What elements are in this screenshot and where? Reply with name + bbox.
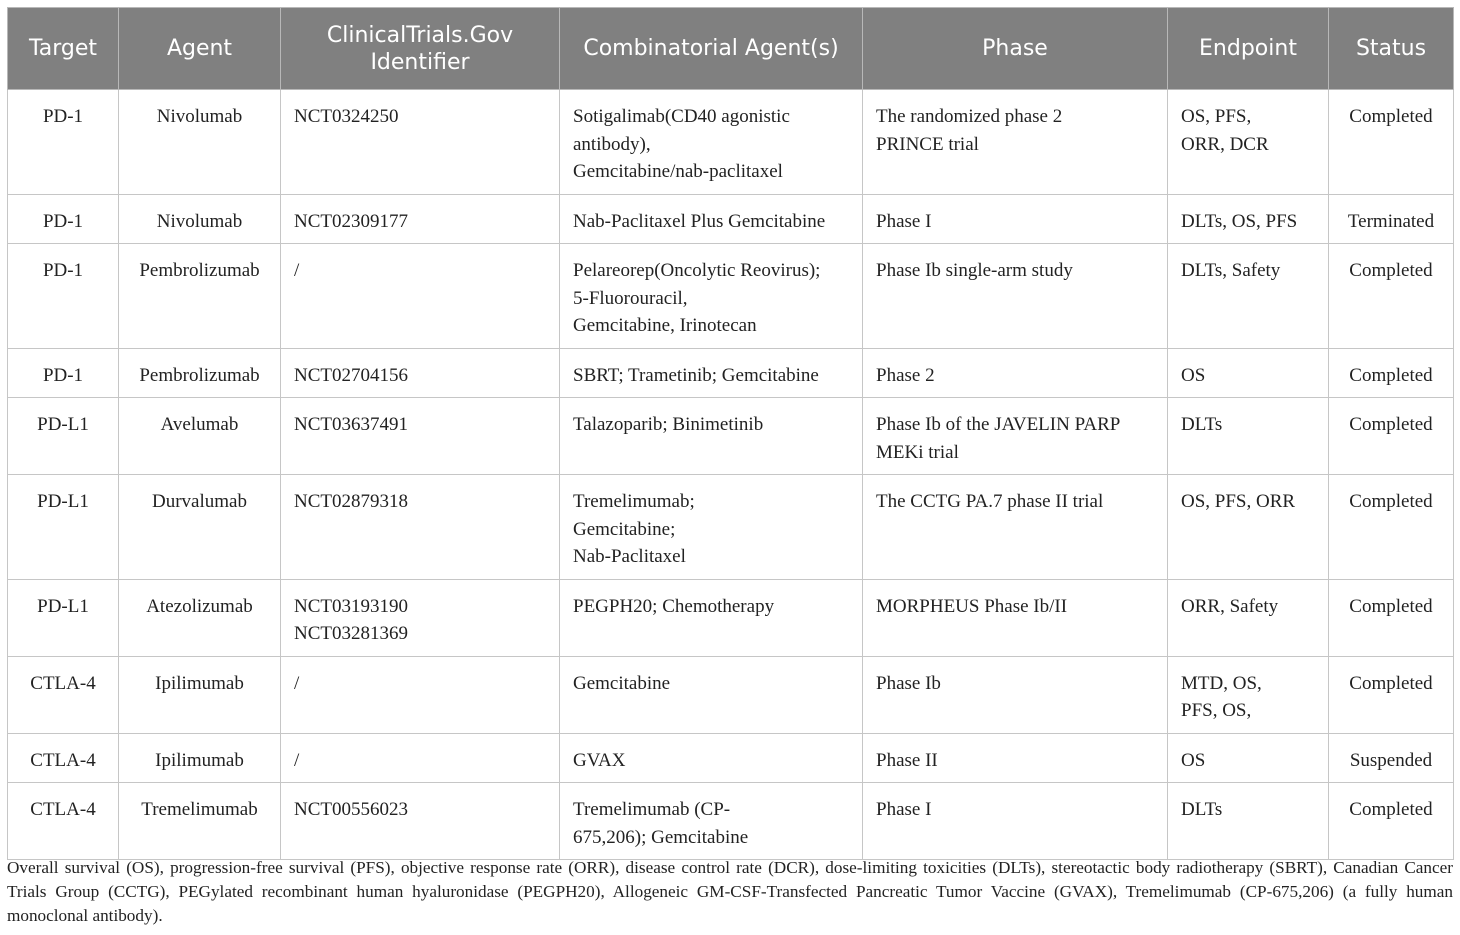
cell-combinatorial-agents-line: Pelareorep(Oncolytic Reovirus); — [573, 260, 821, 281]
cell-phase — [863, 90, 1168, 195]
cell-identifier — [281, 475, 560, 580]
cell-phase — [863, 579, 1168, 656]
cell-combinatorial-agents — [560, 579, 863, 656]
cell-combinatorial-agents-line: Talazoparib; Binimetinib — [573, 414, 764, 435]
cell-identifier-line: NCT00556023 — [294, 799, 408, 820]
cell-phase-line: Phase Ib single-arm study — [876, 260, 1073, 281]
cell-identifier-line: NCT03281369 — [294, 623, 408, 644]
cell-endpoint-line: DLTs, Safety — [1181, 260, 1281, 281]
cell-phase — [863, 398, 1168, 475]
header-combinatorial-agents: Combinatorial Agent(s) — [560, 8, 863, 90]
cell-phase — [863, 194, 1168, 244]
cell-phase-line: Phase 2 — [876, 364, 935, 386]
cell-target: PD-1 — [8, 244, 119, 349]
cell-identifier-line: NCT02879318 — [294, 491, 408, 512]
table-body — [8, 90, 1454, 860]
cell-phase-line: MORPHEUS Phase Ib/II — [876, 595, 1068, 617]
cell-target: PD-1 — [8, 348, 119, 398]
cell-combinatorial-agents — [560, 733, 863, 783]
header-status: Status — [1329, 8, 1454, 90]
cell-endpoint — [1168, 194, 1329, 244]
cell-target: PD-L1 — [8, 475, 119, 580]
cell-identifier — [281, 90, 560, 195]
cell-combinatorial-agents-line: antibody), — [573, 133, 651, 155]
cell-combinatorial-agents — [560, 348, 863, 398]
table-row — [8, 579, 1454, 656]
cell-combinatorial-agents-line: 5-Fluorouracil, — [573, 287, 688, 309]
cell-identifier — [281, 244, 560, 349]
cell-identifier-line: NCT03193190 — [294, 595, 408, 617]
cell-phase-line: Phase I — [876, 210, 932, 232]
table-row — [8, 783, 1454, 860]
cell-target: PD-1 — [8, 194, 119, 244]
cell-target: CTLA-4 — [8, 733, 119, 783]
cell-identifier-line: / — [294, 672, 300, 694]
cell-target: PD-L1 — [8, 579, 119, 656]
cell-agent: Pembrolizumab — [119, 348, 281, 398]
cell-combinatorial-agents — [560, 656, 863, 733]
cell-status: Completed — [1329, 783, 1454, 860]
cell-phase-line: MEKi trial — [876, 441, 959, 463]
cell-endpoint — [1168, 783, 1329, 860]
cell-endpoint-line: OS — [1181, 749, 1206, 771]
cell-combinatorial-agents-line: Gemcitabine — [573, 672, 671, 694]
cell-endpoint — [1168, 733, 1329, 783]
cell-combinatorial-agents — [560, 244, 863, 349]
table-row — [8, 348, 1454, 398]
cell-identifier-line: NCT02309177 — [294, 210, 408, 232]
cell-agent: Atezolizumab — [119, 579, 281, 656]
cell-identifier — [281, 579, 560, 656]
cell-agent: Ipilimumab — [119, 733, 281, 783]
cell-combinatorial-agents-line: PEGPH20; Chemotherapy — [573, 595, 775, 617]
cell-endpoint-line: DLTs — [1181, 414, 1223, 435]
cell-endpoint-line: OS, PFS, ORR — [1181, 491, 1296, 512]
cell-phase-line: PRINCE trial — [876, 133, 979, 155]
cell-identifier-line: / — [294, 260, 300, 281]
cell-agent: Nivolumab — [119, 194, 281, 244]
cell-phase-line: Phase Ib — [876, 672, 941, 694]
cell-endpoint — [1168, 348, 1329, 398]
cell-endpoint-line: DLTs, OS, PFS — [1181, 210, 1298, 232]
cell-identifier-line: NCT0324250 — [294, 106, 399, 127]
cell-agent: Tremelimumab — [119, 783, 281, 860]
cell-agent: Pembrolizumab — [119, 244, 281, 349]
cell-combinatorial-agents — [560, 90, 863, 195]
cell-endpoint-line: MTD, OS, — [1181, 672, 1262, 694]
cell-combinatorial-agents — [560, 783, 863, 860]
cell-status: Completed — [1329, 348, 1454, 398]
cell-combinatorial-agents-line: Nab-Paclitaxel — [573, 546, 686, 567]
cell-identifier-line: / — [294, 749, 300, 771]
cell-combinatorial-agents — [560, 194, 863, 244]
cell-agent: Nivolumab — [119, 90, 281, 195]
cell-status: Completed — [1329, 579, 1454, 656]
cell-status: Completed — [1329, 656, 1454, 733]
table-row — [8, 475, 1454, 580]
cell-combinatorial-agents-line: Sotigalimab(CD40 agonistic — [573, 106, 790, 127]
cell-status: Completed — [1329, 475, 1454, 580]
cell-phase-line: Phase I — [876, 799, 932, 820]
cell-combinatorial-agents-line: Gemcitabine; — [573, 518, 676, 540]
cell-status: Completed — [1329, 398, 1454, 475]
cell-phase-line: The CCTG PA.7 phase II trial — [876, 491, 1104, 512]
cell-target: CTLA-4 — [8, 783, 119, 860]
cell-agent: Durvalumab — [119, 475, 281, 580]
cell-identifier-line: NCT03637491 — [294, 414, 408, 435]
cell-combinatorial-agents-line: Tremelimumab (CP- — [573, 799, 731, 820]
cell-target: CTLA-4 — [8, 656, 119, 733]
trials-table — [7, 7, 1454, 860]
table-row — [8, 398, 1454, 475]
cell-identifier — [281, 733, 560, 783]
cell-target: PD-L1 — [8, 398, 119, 475]
cell-phase — [863, 475, 1168, 580]
cell-agent: Avelumab — [119, 398, 281, 475]
cell-phase-line: Phase II — [876, 749, 938, 771]
cell-endpoint-line: ORR, Safety — [1181, 595, 1279, 617]
cell-status: Completed — [1329, 244, 1454, 349]
table-row — [8, 244, 1454, 349]
cell-phase — [863, 656, 1168, 733]
cell-identifier — [281, 783, 560, 860]
cell-phase — [863, 733, 1168, 783]
cell-target: PD-1 — [8, 90, 119, 195]
cell-identifier-line: NCT02704156 — [294, 364, 408, 386]
cell-identifier — [281, 194, 560, 244]
cell-endpoint-line: ORR, DCR — [1181, 133, 1269, 155]
cell-phase — [863, 348, 1168, 398]
cell-combinatorial-agents-line: Gemcitabine, Irinotecan — [573, 315, 757, 336]
cell-status: Suspended — [1329, 733, 1454, 783]
cell-status: Completed — [1329, 90, 1454, 195]
cell-combinatorial-agents — [560, 475, 863, 580]
cell-combinatorial-agents-line: Tremelimumab; — [573, 491, 695, 512]
cell-status: Terminated — [1329, 194, 1454, 244]
header-target: Target — [8, 8, 119, 90]
cell-identifier — [281, 398, 560, 475]
cell-combinatorial-agents-line: 675,206); Gemcitabine — [573, 826, 749, 848]
cell-phase-line: The randomized phase 2 — [876, 106, 1063, 127]
cell-agent: Ipilimumab — [119, 656, 281, 733]
cell-endpoint — [1168, 244, 1329, 349]
cell-endpoint — [1168, 475, 1329, 580]
cell-phase — [863, 244, 1168, 349]
cell-endpoint-line: PFS, OS, — [1181, 700, 1252, 721]
cell-endpoint — [1168, 656, 1329, 733]
cell-identifier — [281, 348, 560, 398]
trials-table-container — [7, 7, 1453, 860]
cell-endpoint-line: DLTs — [1181, 799, 1223, 820]
header-agent: Agent — [119, 8, 281, 90]
cell-combinatorial-agents-line: Gemcitabine/nab-paclitaxel — [573, 161, 783, 182]
table-footnote: Overall survival (OS), progression-free survival (PFS), objective response rate (ORR), disease control rate (DCR), dose-limiting toxicities (DLTs), stereotactic body radiotherapy (SBRT), Canadian Cancer Trials Group (CCTG), PEGylated recombinant human hyaluronidase (PEGPH20), Allogeneic GM-CSF-Transfected Pancreatic Tumor Vaccine (GVAX), Tremelimumab (CP-675,206) (a fully human monoclonal antibody). — [7, 858, 1453, 925]
header-identifier: ClinicalTrials.Gov Identifier — [281, 8, 560, 90]
cell-combinatorial-agents-line: GVAX — [573, 749, 626, 771]
cell-endpoint — [1168, 398, 1329, 475]
cell-endpoint — [1168, 90, 1329, 195]
header-row — [8, 8, 1454, 90]
table-row — [8, 194, 1454, 244]
cell-phase — [863, 783, 1168, 860]
cell-combinatorial-agents-line: Nab-Paclitaxel Plus Gemcitabine — [573, 210, 826, 232]
cell-phase-line: Phase Ib of the JAVELIN PARP — [876, 414, 1121, 435]
cell-endpoint-line: OS, PFS, — [1181, 106, 1252, 127]
cell-endpoint-line: OS — [1181, 364, 1206, 386]
cell-combinatorial-agents-line: SBRT; Trametinib; Gemcitabine — [573, 364, 819, 386]
table-row — [8, 656, 1454, 733]
cell-identifier — [281, 656, 560, 733]
cell-combinatorial-agents — [560, 398, 863, 475]
table-row — [8, 90, 1454, 195]
header-endpoint: Endpoint — [1168, 8, 1329, 90]
header-phase: Phase — [863, 8, 1168, 90]
table-row — [8, 733, 1454, 783]
cell-endpoint — [1168, 579, 1329, 656]
